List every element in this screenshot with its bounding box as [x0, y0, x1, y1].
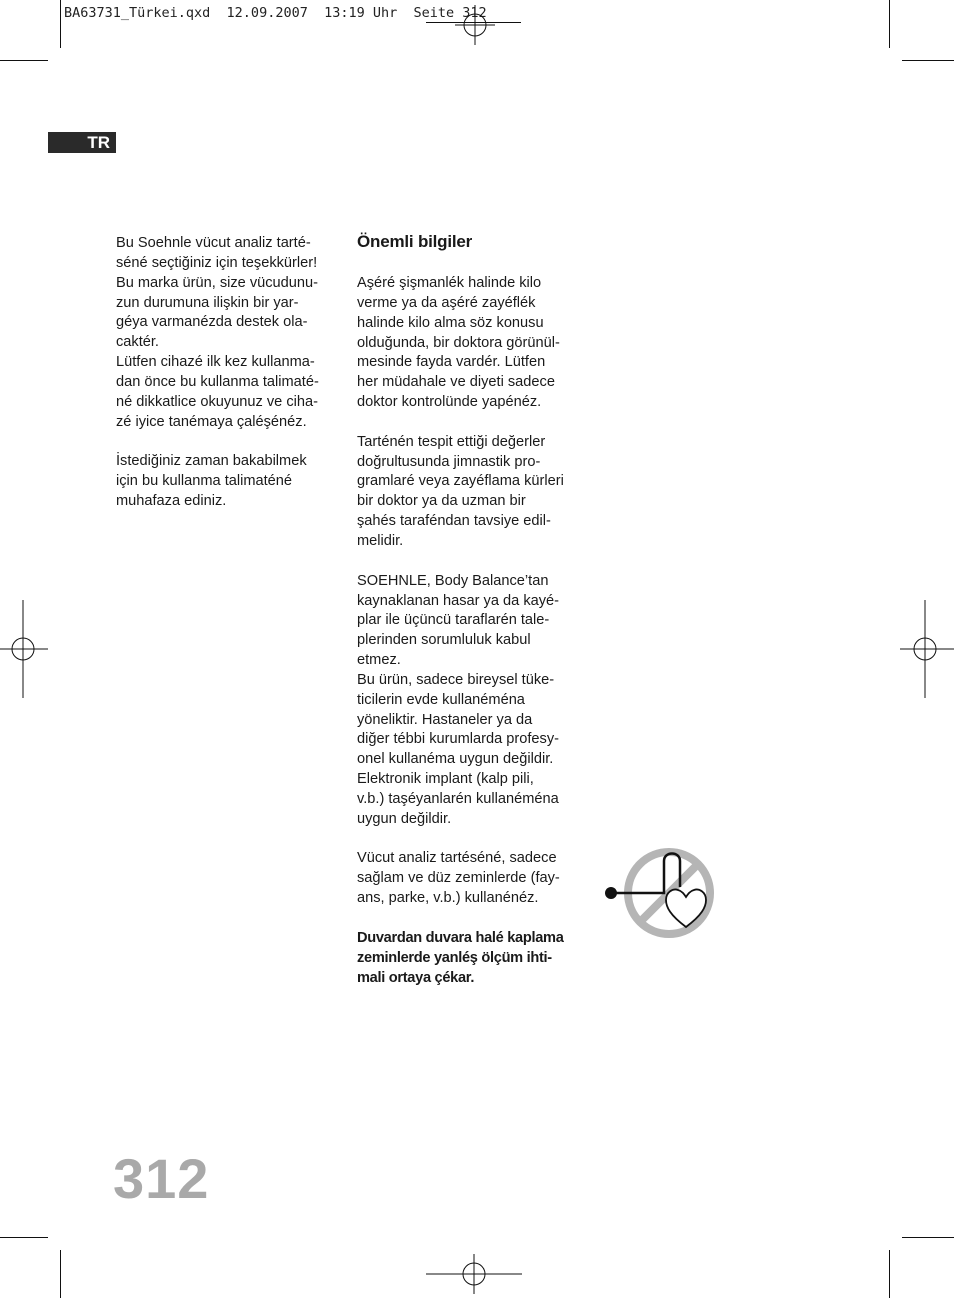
section-title: Önemli bilgiler [357, 232, 473, 251]
crop-mark [902, 1237, 954, 1238]
crop-mark [60, 1250, 61, 1298]
warning-paragraph: Duvardan duvara halé kaplama zeminlerde yanléş ölçüm ihti- mali ortaya çékar. [357, 929, 564, 986]
crop-mark [0, 1237, 48, 1238]
registration-mark-icon [900, 600, 954, 698]
crop-mark [889, 1250, 890, 1298]
crop-mark [889, 0, 890, 48]
info-paragraph: Vücut analiz tartéséné, sadece sağlam ve düz zeminlerde (fay- ans, parke, v.b.) kullanénéz. [357, 850, 560, 907]
print-header: BA63731_Türkei.qxd 12.09.2007 13:19 Uhr Seite 312 [64, 5, 487, 21]
crop-mark [0, 60, 48, 61]
info-paragraph: Bu ürün, sadece bireysel tüke- ticilerin evde kullanéména yöneliktir. Hastaneler ya da diğer tébbi kurumlarda profesy- onel kullanéma uygun değildir. Elektronik implant (kalp pili, v.b.) taşéyanlarén kullanéména uygun değildir. [357, 671, 559, 827]
registration-mark-icon [0, 600, 48, 698]
crop-mark [60, 0, 61, 48]
intro-paragraph: İstediğiniz zaman bakabilmek için bu kullanma talimaténé muhafaza ediniz. [116, 453, 307, 509]
info-paragraph: Aşéré şişmanlék halinde kilo verme ya da aşéré zayéflék halinde kilo alma söz konusu olduğunda, bir doktora görünül- mesinde fayda vardér. Lütfen her müdahale ve diyeti sadece doktor kontrolünde yapénéz. [357, 275, 560, 411]
no-pacemaker-icon [600, 843, 720, 943]
info-paragraph: SOEHNLE, Body Balance’tan kaynaklanan hasar ya da kayé- plar ile üçüncü taraflarén tale- plerinden sorumluluk kabul etmez. [357, 572, 560, 669]
intro-column [116, 234, 332, 532]
page-number: 312 [113, 1147, 210, 1210]
info-paragraph: Tarténén tespit ettiği değerler doğrultusunda jimnastik pro- gramlaré veya zayéflama kürleri bir doktor ya da uzman bir şahés taraféndan tavsiye edil- melidir. [357, 433, 564, 549]
registration-mark-icon [426, 1254, 522, 1294]
important-info-column [357, 274, 575, 1008]
crop-mark [902, 60, 954, 61]
language-tab: TR [48, 132, 116, 153]
registration-mark-icon [455, 5, 495, 45]
intro-paragraph: Lütfen cihazé ilk kez kullanma- dan önce bu kullanma talimaté- né dikkatlice okuyunuz ve ciha- zé iyice tanémaya çaléşénéz. [116, 354, 319, 430]
intro-paragraph: Bu Soehnle vücut analiz tarté- séné seçtiğiniz için teşekkürler! Bu marka ürün, size vücudunu- zun durumuna ilişkin bir yar- géya varmanézda destek ola- caktér. [116, 235, 318, 351]
